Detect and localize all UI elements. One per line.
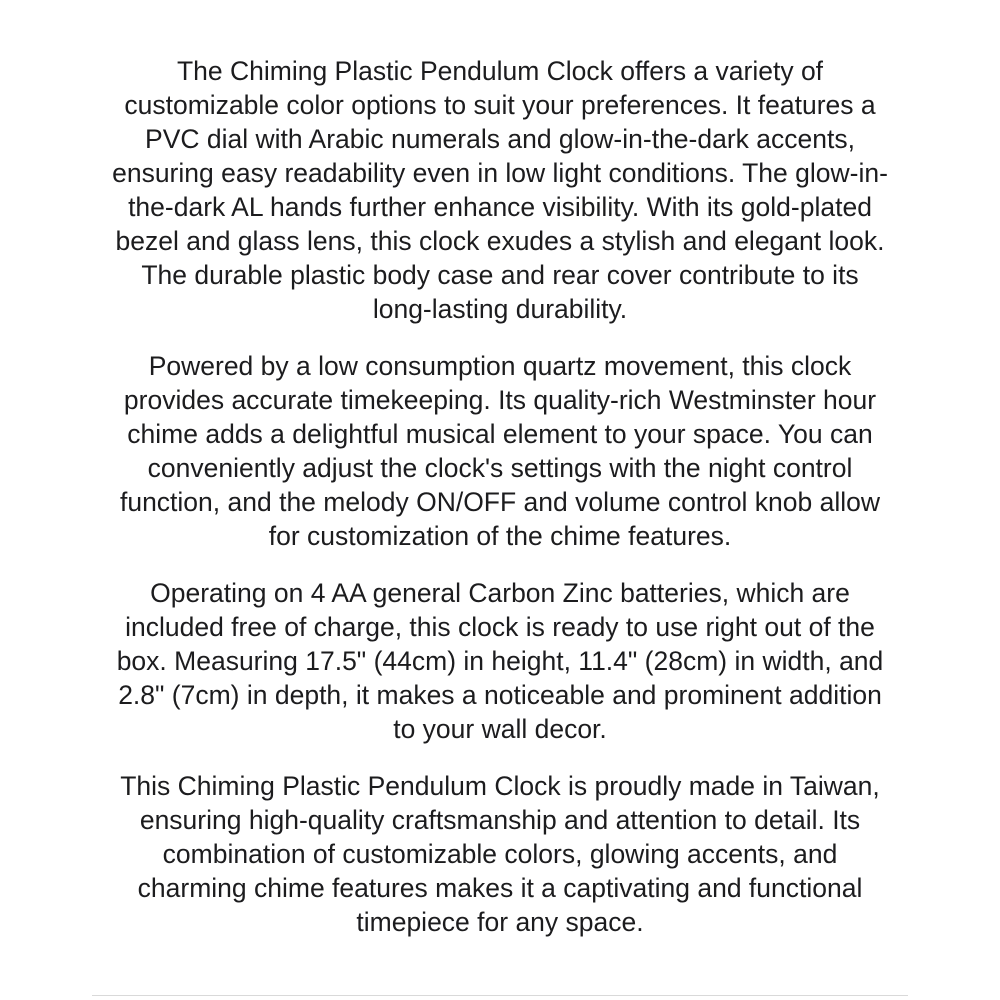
description-paragraph-2: Powered by a low consumption quartz movement, this clock provides accurate timekeeping. Its quality-rich Westminster hour chime adds a delightful musical element to your space. You can conveniently adjust the clock's settings with the night control function, and the melody ON/OFF and volume control knob allow for customization of the chime features. xyxy=(119,351,881,551)
description-paragraph-4: This Chiming Plastic Pendulum Clock is proudly made in Taiwan, ensuring high-quality craftsmanship and attention to detail. Its combination of customizable colors, glowing accents, and charming chime features makes it a captivating and functional timepiece for any space. xyxy=(120,771,880,937)
description-paragraph-1: The Chiming Plastic Pendulum Clock offers a variety of customizable color options to suit your preferences. It features a PVC dial with Arabic numerals and glow-in-the-dark accents, ensuring easy readability even in low light conditions. The glow-in-the-dark AL hands further enhance visibility. With its gold-plated bezel and glass lens, this clock exudes a stylish and elegant look. The durable plastic body case and rear cover contribute to its long-lasting durability. xyxy=(112,56,888,324)
product-description xyxy=(110,54,890,962)
description-paragraph-3: Operating on 4 AA general Carbon Zinc batteries, which are included free of charge, this clock is ready to use right out of the box. Measuring 17.5" (44cm) in height, 11.4" (28cm) in width, and 2.8" (7cm) in depth, it makes a noticeable and prominent addition to your wall decor. xyxy=(116,578,884,744)
bottom-divider xyxy=(92,995,908,996)
